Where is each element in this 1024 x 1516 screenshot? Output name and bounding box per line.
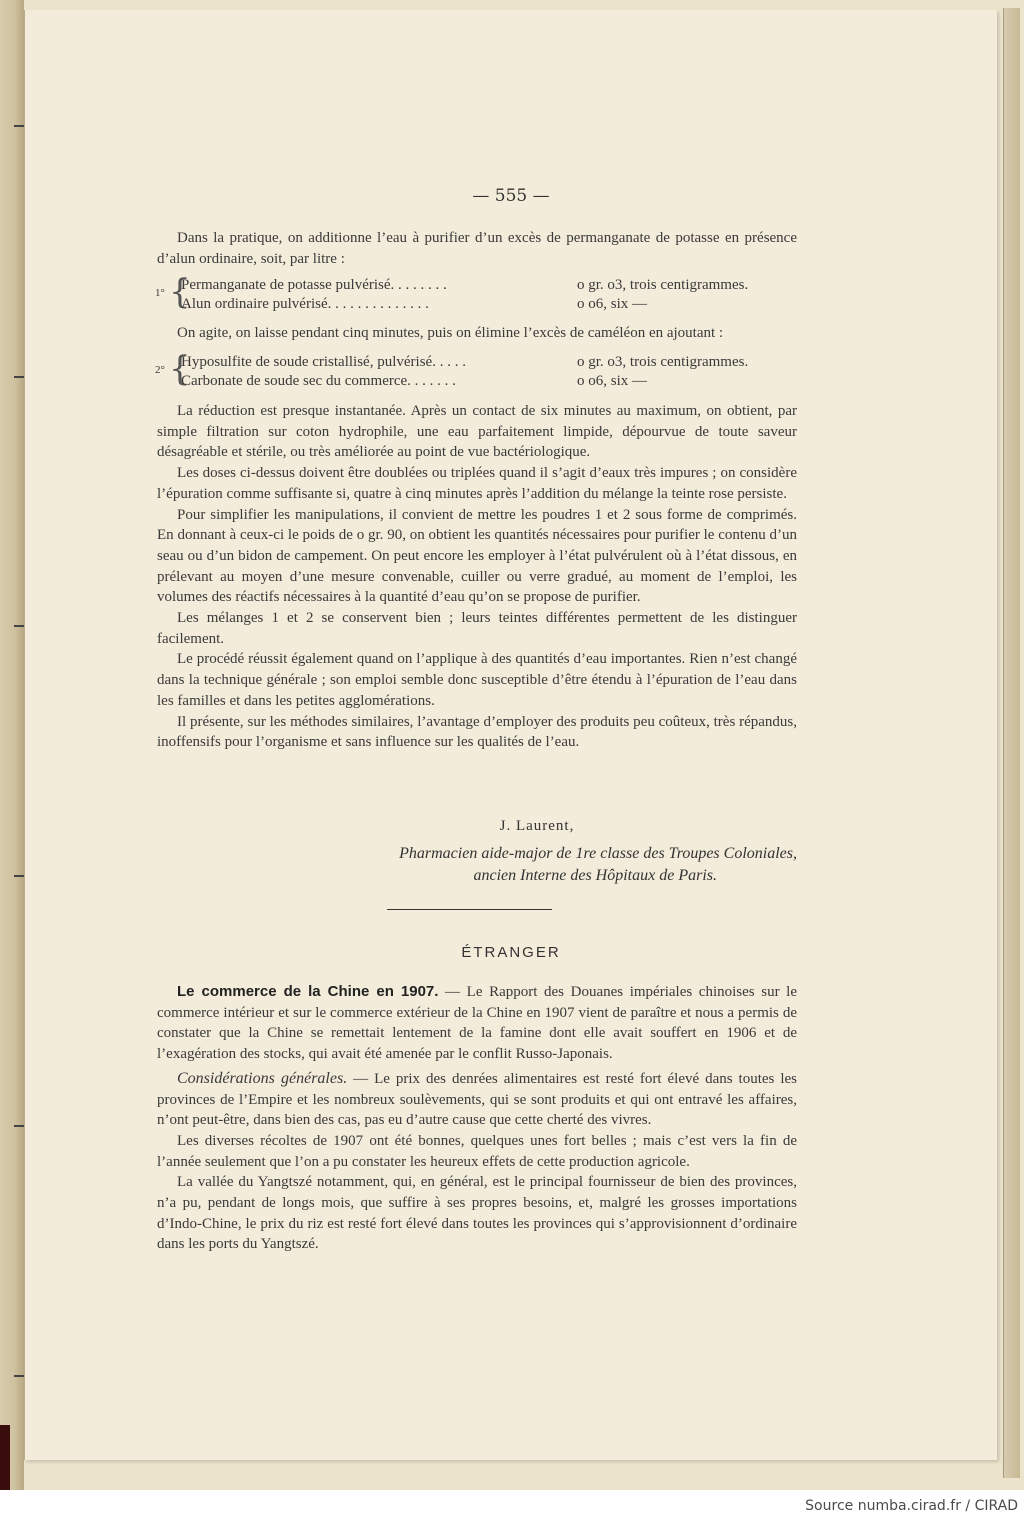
section-heading: ÉTRANGER: [461, 944, 561, 961]
formula-row: Alun ordinaire pulvérisé. . . . . . . . . . . . . . o o6, six —: [181, 296, 648, 312]
page-number: — 555 —: [472, 186, 550, 206]
article-title: Le commerce de la Chine en 1907.: [177, 983, 439, 1000]
section-divider: [387, 909, 552, 910]
source-credit: Source numba.cirad.fr / CIRAD: [805, 1498, 1018, 1514]
paragraph: La vallée du Yangtszé notamment, qui, en général, est le principal fournisseur de bien des provinces, n’a pu, pendant de longs mois, que suffire à ses propres besoins, et, malgré les grosses importations d’Indo-Chine, le prix du riz est resté fort élevé dans toutes les provinces qui s’approvisionnent d’ordinaire dans les ports du Yangtszé.: [157, 1174, 797, 1253]
author-title: ancien Interne des Hôpitaux de Paris.: [473, 867, 717, 884]
paragraph: Les doses ci-dessus doivent être doublées ou triplées quand il s’agit d’eaux très impures ; on considère l’épuration comme suffisante si, quatre à cinq minutes après l’addition du mélange la teinte rose persiste.: [157, 465, 797, 502]
article-lead: Le commerce de la Chine en 1907. — Le Rapport des Douanes impériales chinoises sur le commerce intérieur et sur le commerce extérieur de la Chine en 1907 vient de paraître et nous a permis de constater que la Chine se remettait lentement de la famine dont elle avait souffert en 1906 et de l’exagération des stocks, qui avait été amenée par le conflit Russo-Japonais.: [157, 983, 797, 1063]
paragraph: Pour simplifier les manipulations, il convient de mettre les poudres 1 et 2 sous forme de comprimés. En donnant à ceux-ci le poids de o gr. 90, on obtient les quantités nécessaires pour purifier le contenu d’un seau ou d’un bidon de campement. On peut encore les employer à l’état pulvérulent où à l’état dissous, en prélevant au moyen d’une mesure convenable, cuiller ou verre gradué, au moment de l’emploi, les volumes des réactifs nécessaires à la quantité d’eau qu’on se propose de purifier.: [157, 506, 797, 606]
signature-block: [325, 818, 797, 887]
paragraph: Les diverses récoltes de 1907 ont été bonnes, quelques unes fort belles ; mais c’est vers la fin de l’année seulement que l’on a pu constater les heureux effets de cette production agricole.: [157, 1132, 797, 1170]
article: [157, 982, 797, 1255]
book-binding: [0, 0, 24, 1490]
bookmark-ribbon: [0, 1425, 10, 1490]
formula-row: Permanganate de potasse pulvérisé. . . . . . . . o gr. o3, trois centigrammes.: [181, 277, 749, 293]
brace-symbol: {: [169, 349, 191, 389]
intro-paragraph: Dans la pratique, on additionne l’eau à purifier d’un excès de permanganate de potasse en présence d’alun ordinaire, soit, par litre :: [157, 230, 797, 267]
formula-row: Hyposulfite de soude cristallisé, pulvérisé. . . . . o gr. o3, trois centigrammes.: [181, 354, 749, 370]
formula-number: 2°: [155, 364, 165, 376]
author-name: J. Laurent,: [499, 818, 575, 834]
author-title: Pharmacien aide-major de 1re classe des Troupes Coloniales,: [399, 845, 797, 862]
page-stack-edge: [1003, 8, 1020, 1478]
brace-symbol: {: [169, 272, 191, 312]
formula-1: [155, 272, 815, 314]
formula-number: 1°: [155, 287, 165, 299]
body-paragraphs: [157, 401, 797, 753]
formula-row: Carbonate de soude sec du commerce. . . . . . . o o6, six —: [181, 373, 648, 389]
paragraph: Il présente, sur les méthodes similaires, l’avantage d’employer des produits peu coûteux, très répandus, inoffensifs pour l’organisme et sans influence sur les qualités de l’eau.: [157, 713, 797, 751]
paragraph: Les mélanges 1 et 2 se conservent bien ; leurs teintes différentes permettent de les distinguer facilement.: [157, 610, 797, 647]
formula-2: [155, 349, 815, 391]
agitation-paragraph: On agite, on laisse pendant cinq minutes, puis on élimine l’excès de caméléon en ajoutant :: [177, 325, 724, 341]
document-page: [24, 10, 997, 1460]
paragraph: Le procédé réussit également quand on l’applique à des quantités d’eau importantes. Rien n’est changé dans la technique générale ; son emploi semble donc susceptible d’être étendu à l’épuration de l’eau dans les familles et dans les petites agglomérations.: [157, 651, 797, 709]
subsection-title: Considérations générales.: [177, 1069, 348, 1087]
article-subsection: Considérations générales. — Le prix des denrées alimentaires est resté fort élevé dans toutes les provinces de l’Empire et les nombreux soulèvements, qui se sont produits et qui ont entravé les affaires, n’ont peut-être, dans bien des cas, pas eu d’autre cause que cette cherté des vivres.: [157, 1069, 797, 1129]
paragraph: La réduction est presque instantanée. Après un contact de six minutes au maximum, on obtient, par simple filtration sur coton hydrophile, une eau parfaitement limpide, dépourvue de toute saveur désagréable et stérile, ou très améliorée au point de vue bactériologique.: [157, 403, 797, 461]
